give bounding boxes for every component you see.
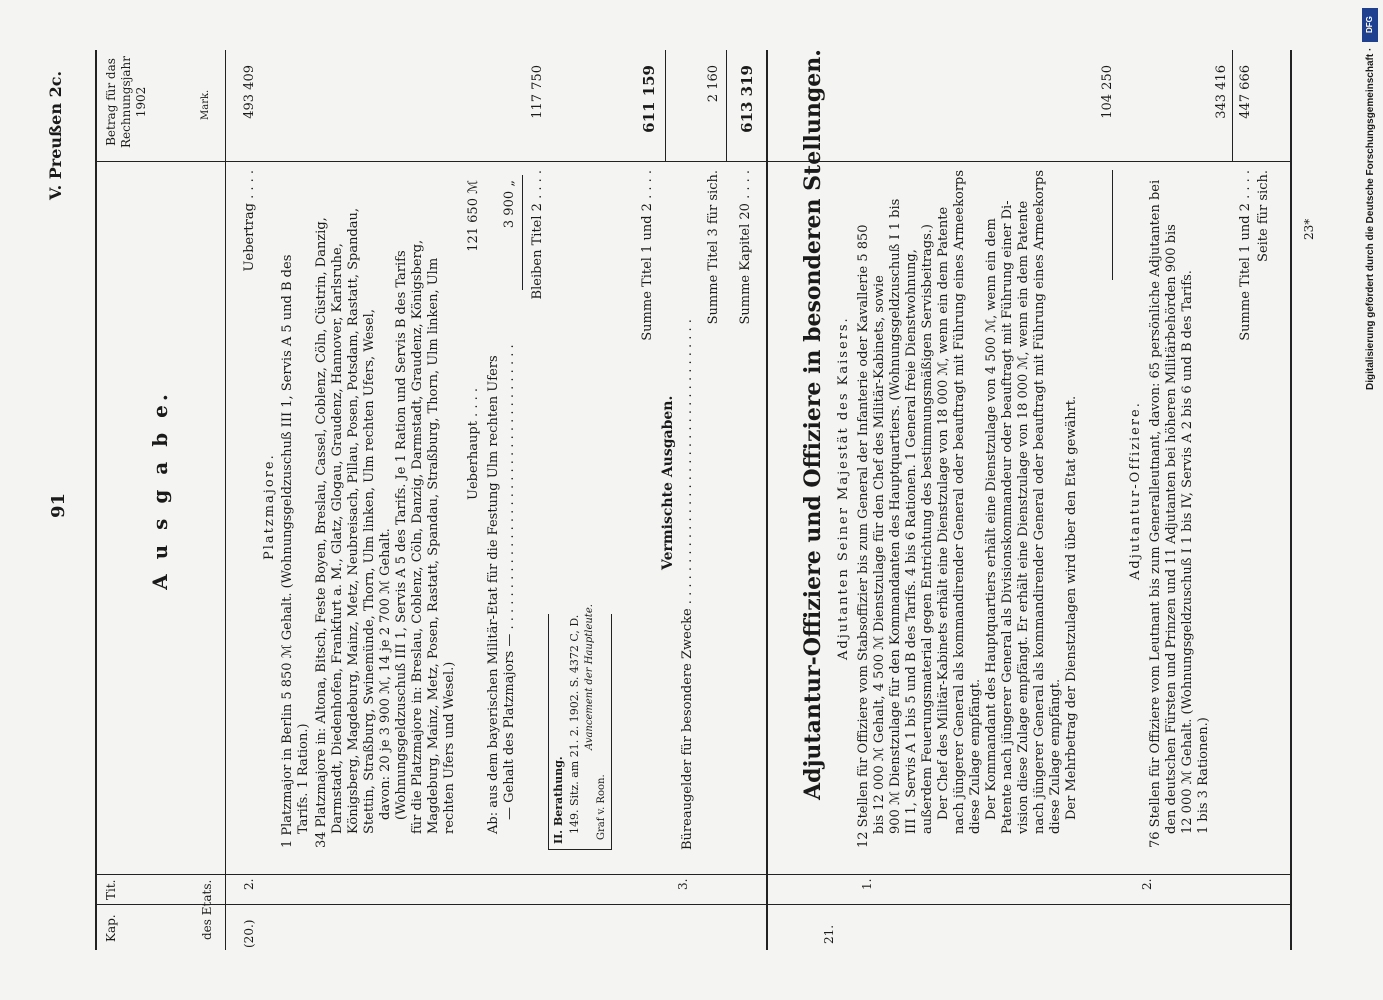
ab-line-1: Ab: aus dem bayerischen Militär-Etat für die Festung Ulm rechten Ufers	[486, 355, 501, 834]
adjutanten-amount: 104 250	[1100, 65, 1115, 119]
block21-line-3: III 1, Servis A 1 bis 5 und B des Tarifs. 4 bis 6 Rationen. 1 General freie Dienstwohnung,	[904, 249, 919, 834]
rule-amount-2	[1232, 50, 1233, 162]
rule-header-sep	[225, 50, 226, 950]
dfg-logo: DFG	[1362, 8, 1378, 42]
summe-titel-1-2: Summe Titel 1 und 2 . . . .	[640, 170, 655, 341]
block1-line-3: Darmstadt, Diedenhofen, Frankfurt a. M., Glatz, Glogau, Graudenz, Hannover, Karlsruhe,	[330, 243, 345, 834]
beratung-line-1: 149. Sitz. am 21. 2. 1902. S. 4372 C, D.	[568, 614, 581, 834]
uebertrag: Uebertrag . . . .	[242, 170, 257, 272]
block21-line-5: Der Chef des Militär-Kabinets erhält eine Dienstzulage von 18 000 ℳ, wenn ein dem Patente	[936, 206, 951, 820]
rule-col-tit	[95, 874, 1290, 875]
adjutanten-heading: Adjutanten Seiner Majestät des Kaisers.	[836, 316, 851, 660]
ueberhaupt-amount: 121 650 ℳ	[466, 180, 481, 252]
block21-line-0: 12 Stellen für Offiziere vom Stabsoffizier bis zum General der Infanterie oder Kavallerie 5 850	[856, 224, 871, 848]
tit-2: 2.	[242, 878, 256, 890]
rule-amount-1	[1112, 170, 1113, 280]
summe-kapitel-20: Summe Kapitel 20 . . . .	[738, 170, 753, 325]
ueberhaupt: Ueberhaupt . . . .	[466, 388, 481, 500]
block21-line-9: Patente nach jüngerer General als Divisionskommandeur oder beauftragt mit Führung einer Di-	[1000, 200, 1015, 834]
rule-col-kap	[95, 904, 1290, 905]
col-kap-header: Kap.	[104, 914, 118, 942]
block21-line-7: diese Zulage empfängt.	[968, 678, 983, 834]
tit-21-1: 1.	[860, 878, 874, 890]
block1-line-4: Königsberg, Magdeburg, Mainz, Metz, Neubreisach, Pillau, Posen, Potsdam, Rastatt, Spandau,	[346, 207, 361, 834]
block21-line-2: 900 ℳ Dienstzulage für den Kommandanten des Hauptquartiers. (Wohnungsgeldzuschuß I 1 bis	[888, 198, 903, 834]
summe-titel-3-amount: 2 160	[706, 65, 721, 103]
rule-summe-3	[726, 50, 727, 162]
summe-titel-1-2-kap21: Summe Titel 1 und 2 . . . .	[1238, 170, 1253, 341]
block21-b-line-3: 1 bis 3 Rationen.)	[1196, 717, 1211, 834]
uebertrag-amount: 493 409	[242, 65, 257, 119]
adjutantur-amount: 343 416	[1214, 65, 1229, 119]
block21-b-line-2: 12 000 ℳ Gehalt. (Wohnungsgeldzuschuß I 1 bis IV, Servis A 2 bis 6 und B des Tarifs.	[1180, 270, 1195, 834]
bureaugelder-line: Büreaugelder für besondere Zwecke . . . . . . . . . . . . . . . . . . . . . . . . . . . . . . . . . . .	[680, 319, 695, 850]
summe-titel-3: Summe Titel 3 für sich.	[706, 170, 721, 325]
block21-b-line-1: den deutschen Fürsten und Prinzen und 11 Adjutanten bei höheren Militärbehörden 900 bis	[1164, 224, 1179, 834]
vermischte-heading: Vermischte Ausgaben.	[660, 395, 676, 570]
block21-line-8: Der Kommandant des Hauptquartiers erhält eine Dienstzulage von 4 500 ℳ, wenn ein dem	[984, 218, 999, 820]
block21-line-6: nach jüngerer General als kommandirender General oder beauftragt mit Führung eines Armeekorps	[952, 169, 967, 834]
kap-20: (20.)	[242, 919, 256, 948]
tit-21-2: 2.	[1140, 878, 1154, 890]
summe-titel-1-2-amount: 611 159	[640, 65, 658, 133]
beratung-line-3: Graf v. Roon.	[596, 774, 607, 840]
kap-21: 21.	[822, 924, 836, 944]
block21-line-13: Der Mehrbetrag der Dienstzulagen wird über den Etat gewährt.	[1064, 395, 1079, 820]
block21-line-1: bis 12 000 ℳ Gehalt, 4 500 ℳ Dienstzulage für den Chef des Militär-Kabinets, sowie	[872, 275, 887, 834]
block1-line-10: rechten Ufers und Wesel.)	[442, 661, 457, 834]
header-left: V. Preußen 2c.	[46, 70, 65, 200]
beratung-title: II. Berathung.	[552, 756, 565, 844]
block1-line-6: davon: 20 je 3 900 ℳ, 14 je 2 700 ℳ Gehalt.	[378, 528, 393, 820]
block21-line-4: außerdem Feuerungsmaterial gegen Entrichtung des bestimmungsmäßigen Servisbeitrags.)	[920, 224, 935, 834]
block1-line-9: Magdeburg, Mainz, Metz, Posen, Rastatt, Spandau, Straßburg, Thorn, Ulm linken, Ulm	[426, 257, 441, 834]
footer-mark: 23*	[1302, 218, 1316, 240]
rule-bottom	[1290, 50, 1292, 950]
block1-line-1: Tarifs. 1 Ration.)	[296, 723, 311, 834]
block1-line-0: 1 Platzmajor in Berlin 5 850 ℳ Gehalt. (Wohnungsgeldzuschuß III 1, Servis A 5 und B des	[280, 254, 295, 848]
dfg-watermark	[1358, 0, 1383, 1000]
adjutantur-title: Adjutantur-Offiziere und Offiziere in besonderen Stellungen.	[800, 49, 826, 800]
col-betrag-header: Betrag für das Rechnungsjahr 1902	[104, 56, 148, 148]
rule-col-amount	[95, 161, 1290, 162]
platzmajore-heading: Platzmajore.	[262, 453, 277, 560]
col-tit-header: Tit.	[104, 879, 118, 900]
block1-line-7: (Wohnungsgeldzuschuß III 1, Servis A 5 des Tarifs. Je 1 Ration und Servis B des Tarifs	[394, 250, 409, 820]
adjutantur-offiziere-heading: Adjutantur-Offiziere.	[1128, 401, 1143, 580]
section-title: A u s g a b e.	[148, 390, 172, 590]
block21-b-line-0: 76 Stellen für Offiziere vom Leutnant bis zum Generalleutnant, davon: 65 persönliche Adjutanten bei	[1148, 179, 1163, 848]
ab-underline	[522, 175, 523, 290]
summe-kap21-amount: 447 666	[1238, 65, 1253, 119]
bleiben-amount: 117 750	[530, 65, 545, 119]
seite-fuer-sich: Seite für sich.	[1256, 170, 1271, 262]
block21-line-12: diese Zulage empfängt.	[1048, 678, 1063, 834]
ab-line-2: — Gehalt des Platzmajors — . . . . . . . . . . . . . . . . . . . . . . . . . . . . . . . . . . .	[502, 344, 517, 820]
ab-amount: 3 900 „	[502, 180, 517, 229]
col-mark-header: Mark.	[200, 89, 211, 120]
block1-line-5: Stettin, Straßburg, Swinemünde, Thorn, Ulm linken, Ulm rechten Ufers, Wesel,	[362, 309, 377, 834]
rule-summe-12	[665, 50, 666, 162]
page-number: 91	[48, 492, 69, 518]
bleiben-titel-2: Bleiben Titel 2 . . . .	[530, 170, 545, 300]
block21-line-11: nach jüngerer General als kommandirender General oder beauftragt mit Führung eines Armeekorps	[1032, 169, 1047, 834]
rule-top	[95, 50, 97, 950]
tit-3: 3.	[676, 878, 690, 890]
block1-line-8: für die Platzmajore in: Breslau, Coblenz, Cöln, Danzig, Darmstadt, Graudenz, Königsberg,	[410, 239, 425, 834]
rule-section-21	[766, 50, 768, 950]
col-des-etats-header: des Etats.	[200, 879, 214, 940]
dfg-text: Digitalisierung gefördert durch die Deutsche Forschungsgemeinschaft ·	[1365, 47, 1376, 390]
beratung-line-2: Avancement der Hauptleute.	[584, 604, 595, 750]
block1-line-2: 34 Platzmajore in: Altona, Bitsch, Feste Boyen, Breslau, Cassel, Coblenz, Cöln, Cüstrin, Danzig,	[314, 217, 329, 848]
block21-line-10: vision diese Zulage empfängt. Er erhält eine Dienstzulage von 18 000 ℳ, wenn ein dem Patente	[1016, 200, 1031, 834]
summe-kapitel-20-amount: 613 319	[738, 65, 756, 133]
